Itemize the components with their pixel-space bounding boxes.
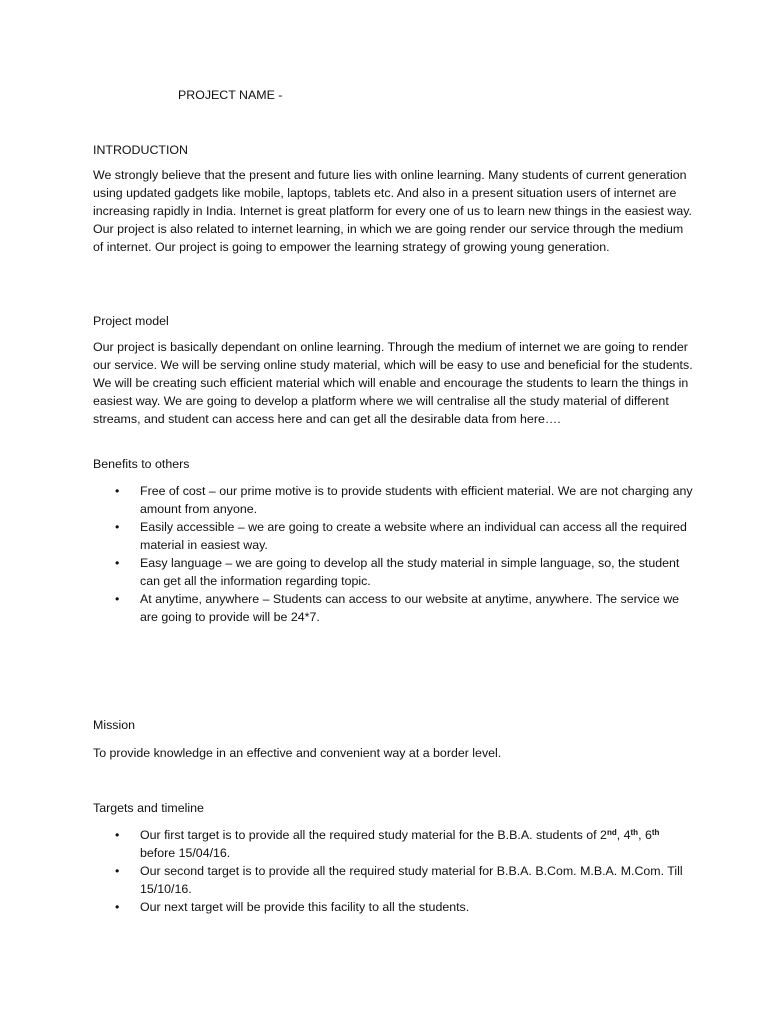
list-item (93, 482, 693, 518)
mission-paragraph: To provide knowledge in an effective and convenient way at a border level. (93, 746, 502, 760)
list-item (93, 518, 693, 554)
introduction-heading: INTRODUCTION (93, 143, 188, 157)
project-model-heading: Project model (93, 314, 169, 328)
bullet-icon: • (115, 484, 120, 498)
bullet-icon: • (115, 864, 120, 878)
list-item-text: Easily accessible – we are going to create a website where an individual can access all the required material in easiest way. (140, 520, 687, 552)
bullet-icon: • (115, 900, 120, 914)
page-title: PROJECT NAME - (178, 88, 283, 102)
bullet-icon: • (115, 592, 120, 606)
bullet-icon: • (115, 828, 120, 842)
list-item-text: Our next target will be provide this facility to all the students. (140, 900, 470, 914)
list-item (93, 898, 693, 916)
list-item-text: Easy language – we are going to develop all the study material in simple language, so, the student can get all the information regarding topic. (140, 556, 680, 588)
targets-list (93, 826, 693, 916)
benefits-heading: Benefits to others (93, 457, 190, 471)
bullet-icon: • (115, 556, 120, 570)
target-first-text: Our first target is to provide all the required study material for the B.B.A. students of 2nd, 4th, 6th before 15/04/16. (140, 828, 660, 860)
bullet-icon: • (115, 520, 120, 534)
list-item (93, 826, 693, 862)
mission-heading: Mission (93, 718, 135, 732)
list-item (93, 862, 693, 898)
targets-heading: Targets and timeline (93, 801, 204, 815)
list-item-text: At anytime, anywhere – Students can access to our website at anytime, anywhere. The service we are going to provide will be 24*7. (140, 592, 680, 624)
introduction-paragraph: We strongly believe that the present and future lies with online learning. Many students of current generation using updated gadgets like mobile, laptops, tablets etc. And also in a present situation users of internet are increasing rapidly in India. Internet is great platform for every one of us to learn new things in the easiest way. Our project is also related to internet learning, in which we are going render our service through the medium of internet. Our project is going to empower the learning strategy of growing young generation. (93, 168, 692, 254)
list-item (93, 590, 693, 626)
list-item-text: Our second target is to provide all the required study material for B.B.A. B.Com. M.B.A. M.Com. Till 15/10/16. (140, 864, 683, 896)
benefits-list (93, 482, 693, 626)
project-model-paragraph: Our project is basically dependant on online learning. Through the medium of internet we are going to render our service. We will be serving online study material, which will be easy to use and beneficial for the students. We will be creating such efficient material which will enable and encourage the students to learn the things in easiest way. We are going to develop a platform where we will centralise all the study material of different streams, and student can access here and can get all the desirable data from here…. (93, 340, 693, 426)
list-item-text: Free of cost – our prime motive is to provide students with efficient material. We are not charging any amount from anyone. (140, 484, 693, 516)
list-item (93, 554, 693, 590)
